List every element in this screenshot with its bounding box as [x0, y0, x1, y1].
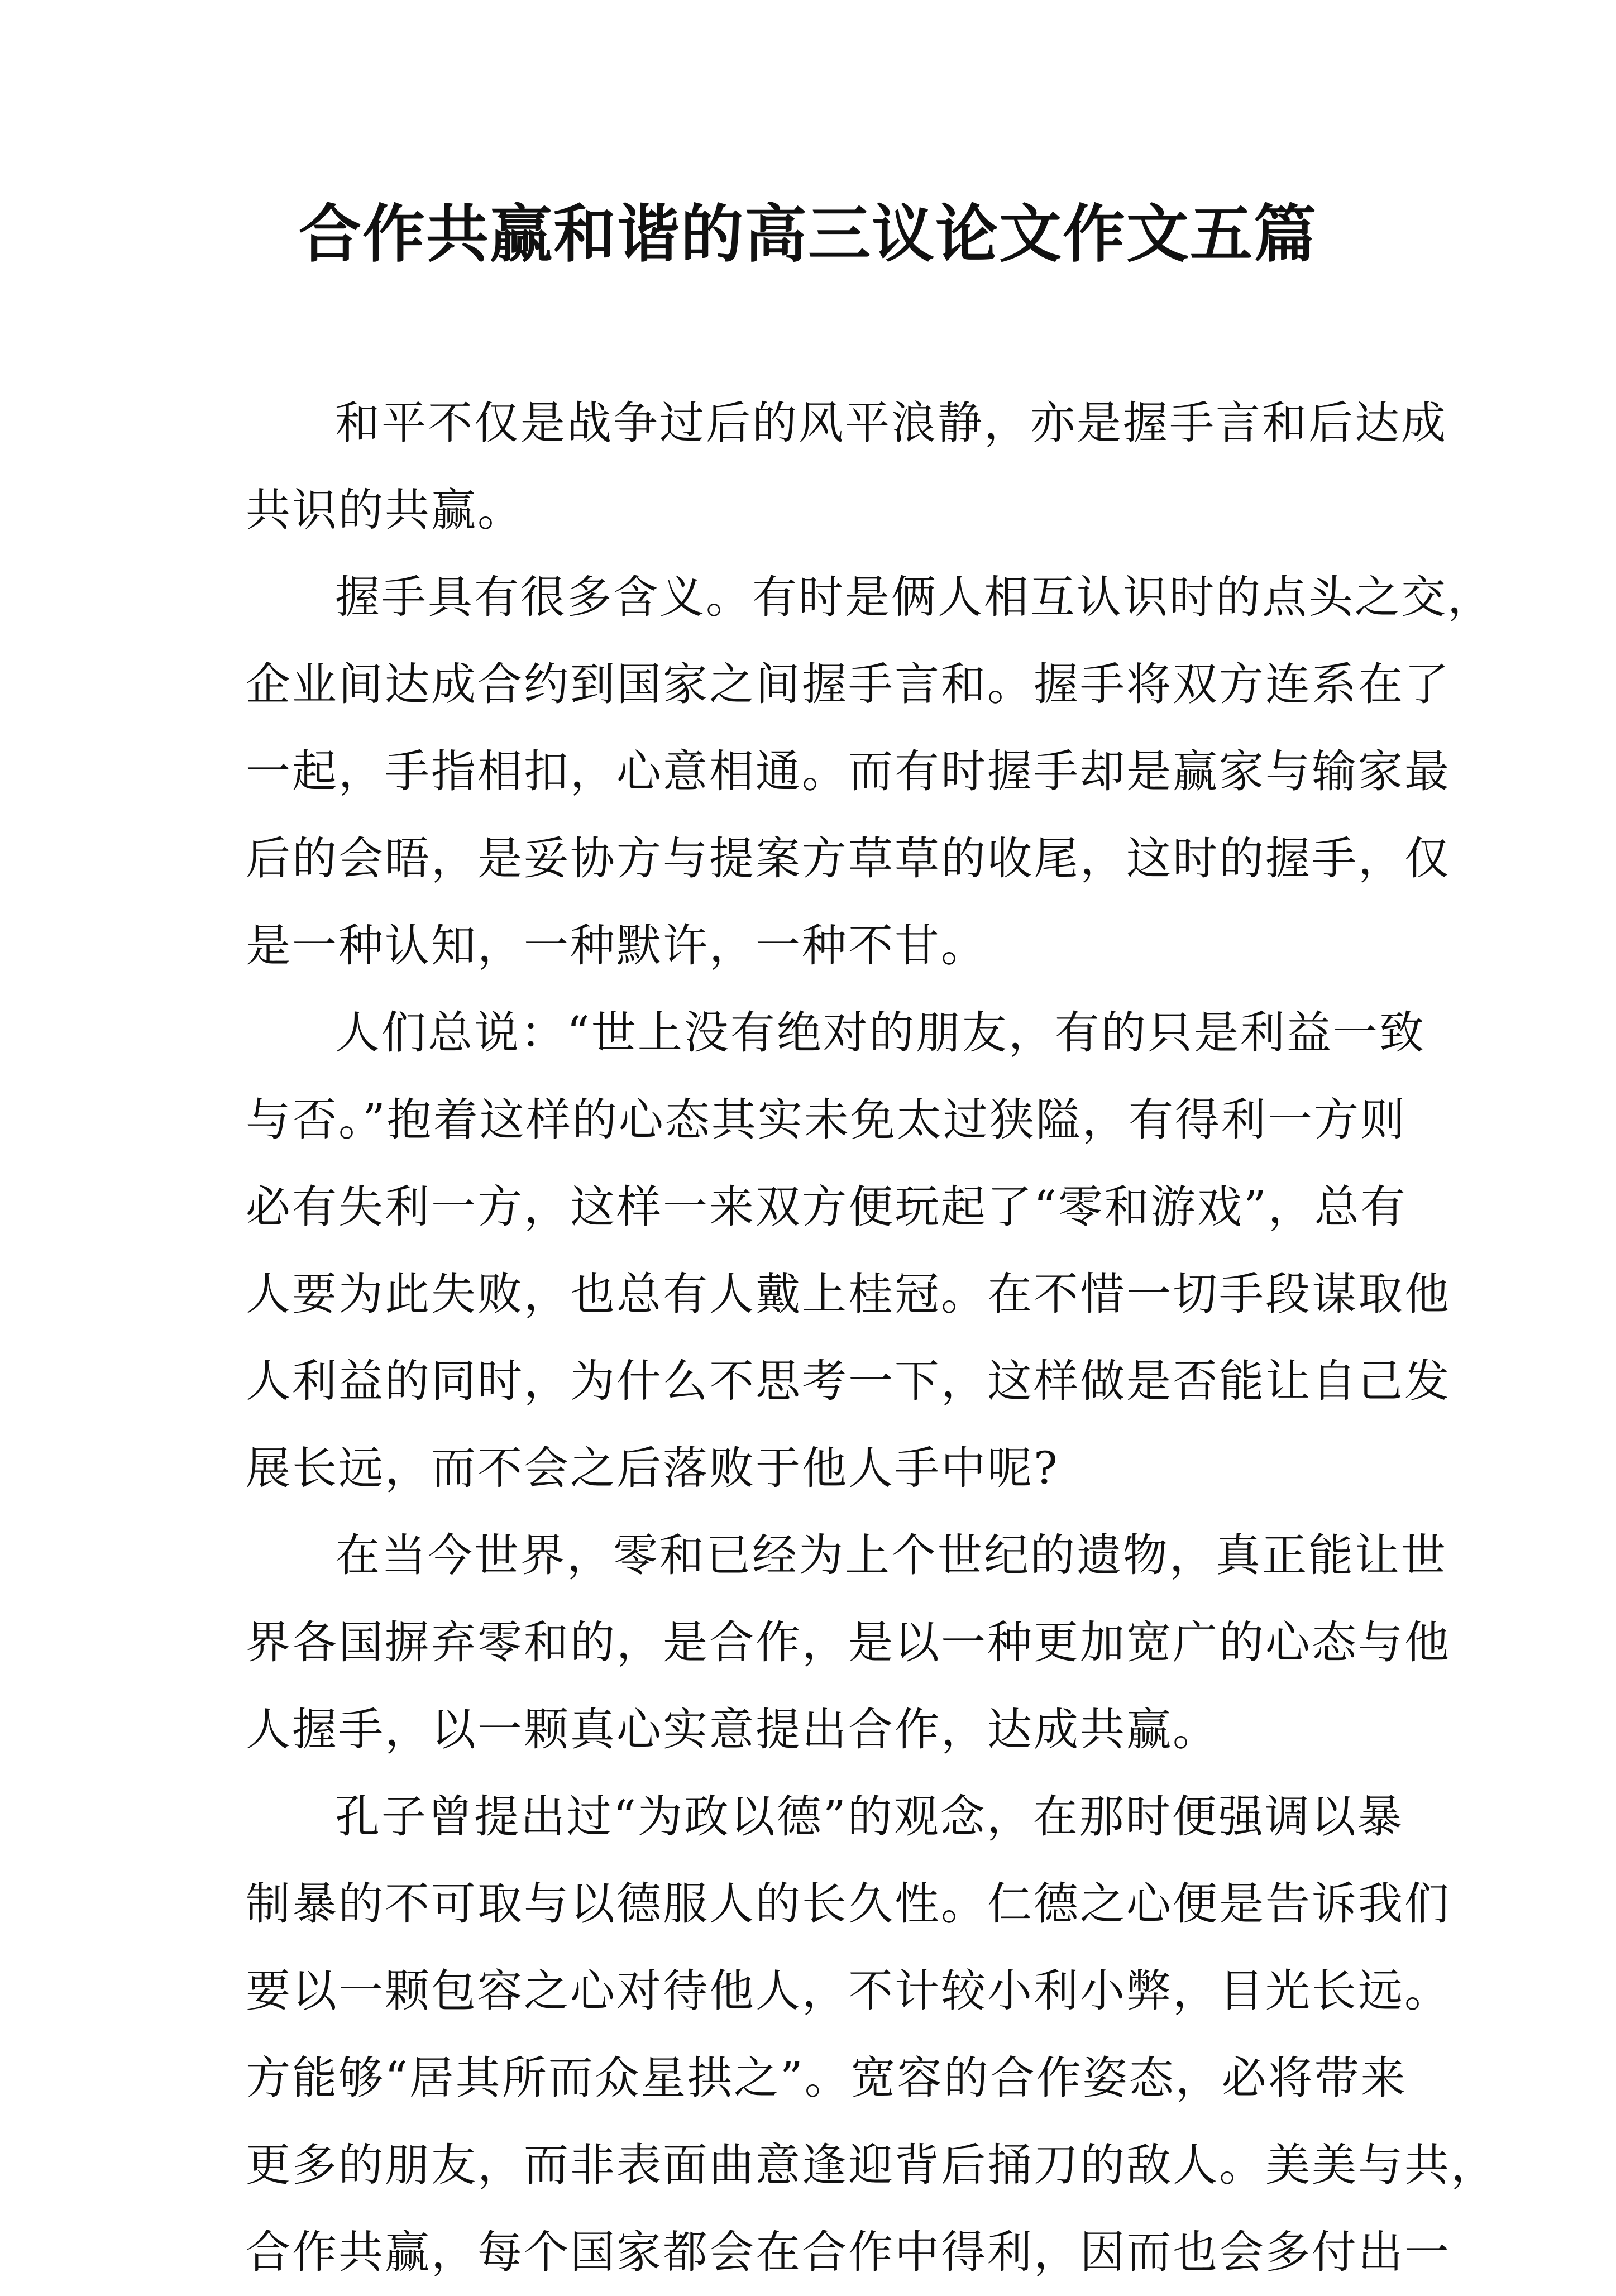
document-body: [246, 380, 1497, 2296]
text-line: 合作共赢，每个国家都会在合作中得利，因而也会多付出一: [246, 2226, 1451, 2278]
text-line: 在当今世界，零和已经为上个世纪的遗物，真正能让世: [335, 1529, 1447, 1581]
text-line: 和平不仅是战争过后的风平浪静，亦是握手言和后达成: [335, 397, 1447, 449]
text-line: 要以一颗包容之心对待他人，不计较小利小弊，目光长远。: [246, 1965, 1451, 2017]
text-line: 握手具有很多含义。有时是俩人相互认识时的点头之交，: [335, 571, 1494, 623]
text-line: 方能够“居其所而众星拱之”。宽容的合作姿态，必将带来: [246, 2052, 1407, 2104]
text-line: 人利益的同时，为什么不思考一下，这样做是否能让自己发: [246, 1355, 1451, 1407]
text-line: 更多的朋友，而非表面曲意逢迎背后捅刀的敌人。美美与共，: [246, 2139, 1497, 2191]
text-line: 人握手，以一颗真心实意提出合作，达成共赢。: [246, 1704, 1219, 1756]
text-line: 人们总说：“世上没有绝对的朋友，有的只是利益一致: [335, 1007, 1426, 1059]
text-line: 展长远，而不会之后落败于他人手中呢?: [246, 1442, 1059, 1494]
text-line: 制暴的不可取与以德服人的长久性。仁德之心便是告诉我们: [246, 1878, 1451, 1930]
text-line: 界各国摒弃零和的，是合作，是以一种更加宽广的心态与他: [246, 1616, 1451, 1668]
document-title: 合作共赢和谐的高三议论文作文五篇: [299, 198, 1317, 271]
text-line: 是一种认知，一种默许，一种不甘。: [246, 920, 987, 972]
text-line: 共识的共赢。: [246, 484, 524, 536]
text-line: 一起，手指相扣，心意相通。而有时握手却是赢家与输家最: [246, 745, 1451, 797]
text-line: 与否。”抱着这样的心态其实未免太过狭隘，有得利一方则: [246, 1094, 1407, 1146]
text-line: 必有失利一方，这样一来双方便玩起了“零和游戏”，总有: [246, 1181, 1407, 1233]
text-line: 后的会晤，是妥协方与提案方草草的收尾，这时的握手，仅: [246, 833, 1451, 884]
text-line: 孔子曾提出过“为政以德”的观念，在那时便强调以暴: [335, 1791, 1404, 1843]
text-line: 企业间达成合约到国家之间握手言和。握手将双方连系在了: [246, 658, 1451, 710]
text-line: 人要为此失败，也总有人戴上桂冠。在不惜一切手段谋取他: [246, 1268, 1451, 1320]
